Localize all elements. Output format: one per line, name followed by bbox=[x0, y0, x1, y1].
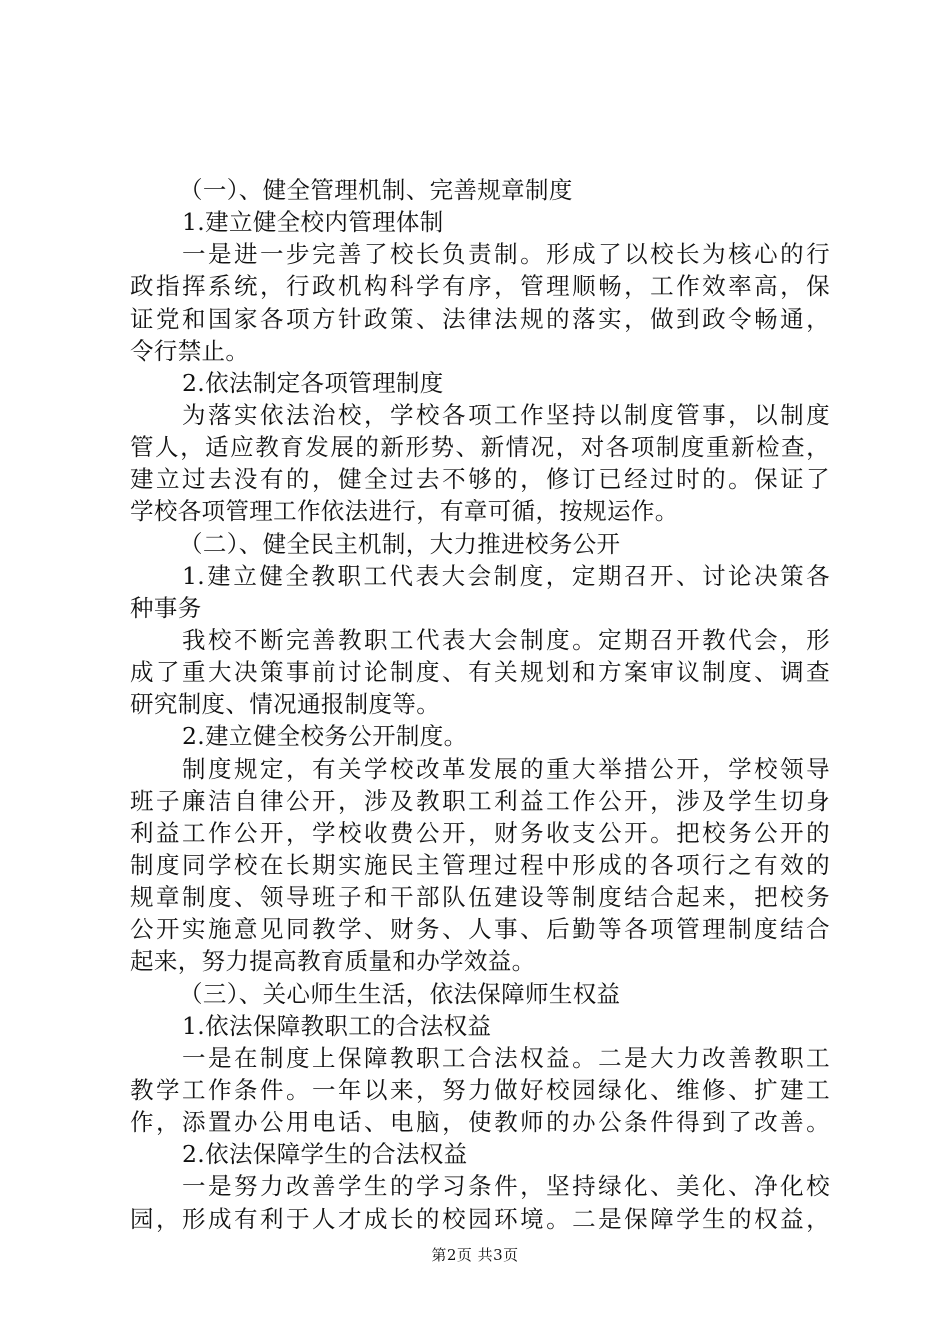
text-line: （一）、健全管理机制、完善规章制度 bbox=[179, 176, 573, 204]
text-line: 建立过去没有的，健全过去不够的，修订已经过时的。保证了 bbox=[130, 465, 830, 494]
text-line: 一是在制度上保障教职工合法权益。二是大力改善教职工 bbox=[182, 1043, 830, 1072]
text-line: 政指挥系统，行政机构科学有序，管理顺畅，工作效率高，保 bbox=[130, 272, 830, 301]
text-line: 一是进一步完善了校长负责制。形成了以校长为核心的行 bbox=[182, 240, 830, 269]
text-line: 证党和国家各项方针政策、法律法规的落实，做到政令畅通， bbox=[130, 304, 830, 333]
text-line: 管人，适应教育发展的新形势、新情况，对各项制度重新检查， bbox=[130, 433, 830, 462]
text-line: 2.建立健全校务公开制度。 bbox=[182, 722, 468, 751]
text-line: 2.依法制定各项管理制度 bbox=[182, 368, 444, 397]
text-line: 制度同学校在长期实施民主管理过程中形成的各项行之有效的 bbox=[130, 850, 830, 879]
text-line: 学校各项管理工作依法进行，有章可循，按规运作。 bbox=[130, 497, 679, 526]
page-footer: 第2页 共3页 bbox=[431, 1246, 519, 1264]
text-line: 教学工作条件。一年以来，努力做好校园绿化、维修、扩建工 bbox=[130, 1075, 830, 1104]
text-line: 班子廉洁自律公开，涉及教职工利益工作公开，涉及学生切身 bbox=[130, 786, 830, 815]
text-line: 我校不断完善教职工代表大会制度。定期召开教代会，形 bbox=[182, 625, 830, 654]
text-line: 1.依法保障教职工的合法权益 bbox=[182, 1011, 492, 1040]
text-line: 一是努力改善学生的学习条件，坚持绿化、美化、净化校 bbox=[182, 1172, 830, 1201]
text-line: 种事务 bbox=[130, 593, 202, 622]
text-line: 研究制度、情况通报制度等。 bbox=[130, 690, 441, 719]
text-line: （三）、关心师生生活，依法保障师生权益 bbox=[179, 979, 621, 1008]
text-line: 规章制度、领导班子和干部队伍建设等制度结合起来，把校务 bbox=[130, 883, 830, 912]
text-line: 为落实依法治校，学校各项工作坚持以制度管事，以制度 bbox=[182, 400, 830, 429]
text-line: 作，添置办公用电话、电脑，使教师的办公条件得到了改善。 bbox=[130, 1108, 830, 1137]
text-line: 公开实施意见同教学、财务、人事、后勤等各项管理制度结合 bbox=[130, 915, 830, 944]
text-line: 1.建立健全校内管理体制 bbox=[182, 208, 444, 237]
text-line: 利益工作公开，学校收费公开，财务收支公开。把校务公开的 bbox=[130, 818, 830, 847]
text-line: 令行禁止。 bbox=[130, 336, 250, 365]
text-line: 园，形成有利于人才成长的校园环境。二是保障学生的权益， bbox=[130, 1204, 830, 1233]
text-line: 起来，努力提高教育质量和办学效益。 bbox=[130, 947, 536, 976]
text-line: 制度规定，有关学校改革发展的重大举措公开，学校领导 bbox=[182, 754, 830, 783]
body-text bbox=[130, 174, 830, 1235]
text-line: （二）、健全民主机制，大力推进校务公开 bbox=[179, 529, 621, 558]
text-line: 1.建立健全教职工代表大会制度，定期召开、讨论决策各 bbox=[182, 561, 830, 590]
text-line: 2.依法保障学生的合法权益 bbox=[182, 1140, 468, 1169]
text-line: 成了重大决策事前讨论制度、有关规划和方案审议制度、调查 bbox=[130, 658, 830, 687]
